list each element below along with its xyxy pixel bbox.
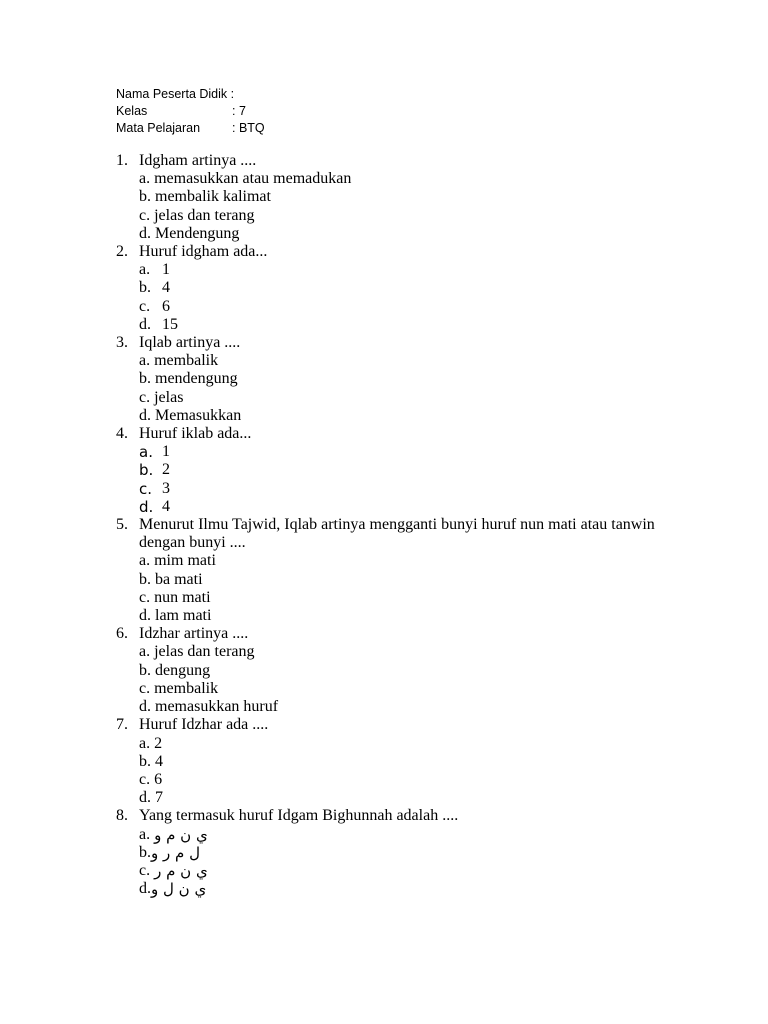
question-number: 8.: [116, 807, 128, 825]
class-label: Kelas: [116, 104, 148, 118]
question-item: [116, 516, 656, 625]
option-item: [139, 844, 656, 862]
option-text: 1: [162, 261, 170, 279]
option-letter: c.: [139, 206, 151, 224]
option-letter: b.: [139, 843, 151, 861]
subject-row: [116, 120, 265, 137]
option-letter: d.: [139, 698, 151, 716]
option-letter: a.: [139, 261, 151, 279]
question-number: 1.: [116, 152, 128, 169]
option-item: [139, 480, 656, 498]
option-text: jelas dan terang: [154, 206, 255, 224]
question-text: Huruf Idzhar ada ....: [139, 716, 269, 734]
question-number: 4.: [116, 425, 128, 443]
option-letter: c.: [139, 861, 151, 879]
question-item: [116, 152, 656, 243]
option-item: [139, 589, 656, 607]
option-item: [139, 753, 656, 771]
option-letter: d.: [139, 497, 154, 516]
class-row: [116, 103, 265, 120]
option-letter: d.: [139, 880, 151, 898]
option-item: [139, 261, 656, 279]
option-item: [139, 188, 656, 206]
option-item: [139, 225, 656, 243]
option-text: ba mati: [155, 570, 203, 588]
question-item: [116, 425, 656, 516]
option-item: [139, 571, 656, 589]
option-letter: d.: [139, 224, 151, 242]
option-item: [139, 207, 656, 225]
option-letter: c.: [139, 388, 151, 406]
option-item: [139, 771, 656, 789]
option-text: 2: [154, 734, 163, 752]
option-item: [139, 826, 656, 844]
option-item: [139, 735, 656, 753]
option-text: ي ن ل و: [151, 880, 207, 899]
question-item: [116, 716, 656, 807]
question-text: Idzhar artinya ....: [139, 625, 249, 643]
option-text: memasukkan huruf: [155, 698, 279, 716]
option-letter: a.: [139, 643, 151, 661]
option-item: [139, 698, 656, 716]
option-text: lam mati: [155, 607, 212, 625]
option-text: 6: [154, 770, 163, 788]
option-letter: b.: [139, 661, 151, 679]
question-text: Huruf idgham ada...: [139, 243, 268, 261]
option-text: ل م ر و: [151, 843, 200, 862]
option-text: 4: [162, 279, 170, 297]
option-letter: b.: [139, 570, 151, 588]
subject-value: : BTQ: [232, 121, 265, 135]
option-letter: b.: [139, 188, 151, 206]
option-letter: c.: [139, 679, 151, 697]
option-item: [139, 370, 656, 388]
option-text: memasukkan atau memadukan: [154, 170, 352, 188]
option-text: mim mati: [154, 552, 216, 570]
option-text: Mendengung: [155, 224, 240, 242]
question-item: [116, 807, 656, 898]
option-letter: a.: [139, 734, 151, 752]
question-number: 7.: [116, 716, 128, 734]
option-text: jelas: [154, 388, 184, 406]
question-text: Huruf iklab ada...: [139, 425, 252, 443]
option-letter: a.: [139, 552, 151, 570]
option-item: [139, 789, 656, 807]
option-text: 1: [162, 443, 170, 461]
option-letter: d.: [139, 607, 151, 625]
option-item: [139, 552, 656, 570]
option-text: 3: [162, 479, 170, 497]
option-text: ي ن م و: [154, 825, 208, 844]
student-name-label: Nama Peserta Didik :: [116, 87, 235, 101]
option-item: [139, 498, 656, 516]
option-text: 7: [155, 789, 163, 807]
option-text: 6: [162, 297, 170, 315]
option-text: 15: [162, 315, 178, 333]
option-text: nun mati: [154, 588, 211, 606]
option-letter: d.: [139, 789, 151, 807]
option-letter: c.: [139, 479, 153, 498]
option-item: [139, 662, 656, 680]
option-letter: c.: [139, 770, 151, 788]
option-item: [139, 352, 656, 370]
option-item: [139, 607, 656, 625]
question-number: 3.: [116, 334, 128, 352]
question-number: 5.: [116, 516, 128, 534]
question-text: Idgham artinya ....: [139, 152, 257, 169]
student-name-row: [116, 86, 265, 103]
option-item: [139, 443, 656, 461]
option-item: [139, 298, 656, 316]
option-letter: a.: [139, 170, 151, 188]
option-item: [139, 680, 656, 698]
option-item: [139, 461, 656, 479]
question-item: [116, 243, 656, 334]
option-text: membalik: [154, 679, 219, 697]
subject-label: Mata Pelajaran: [116, 121, 201, 135]
option-letter: a.: [139, 443, 153, 462]
student-info-header: [116, 86, 265, 137]
option-text: membalik kalimat: [155, 188, 271, 206]
option-text: mendengung: [155, 370, 238, 388]
option-text: dengung: [155, 661, 211, 679]
option-letter: d.: [139, 315, 151, 333]
option-item: [139, 389, 656, 407]
option-letter: c.: [139, 588, 151, 606]
question-item: [116, 625, 656, 716]
question-number: 6.: [116, 625, 128, 643]
option-text: membalik: [154, 352, 219, 370]
question-list: [116, 152, 656, 898]
question-number: 2.: [116, 243, 128, 261]
option-text: 2: [162, 461, 170, 479]
option-item: [139, 407, 656, 425]
option-letter: b.: [139, 461, 154, 480]
option-item: [139, 279, 656, 297]
option-item: [139, 862, 656, 880]
option-item: [139, 880, 656, 898]
option-letter: a.: [139, 352, 151, 370]
question-text: Menurut Ilmu Tajwid, Iqlab artinya mengganti bunyi huruf nun mati atau tanwin dengan bunyi ....: [139, 516, 655, 552]
class-value: : 7: [232, 104, 246, 118]
option-item: [139, 316, 656, 334]
question-item: [116, 334, 656, 425]
option-text: ي ن م ر: [154, 861, 208, 880]
option-text: 4: [155, 752, 163, 770]
option-letter: b.: [139, 279, 151, 297]
option-letter: d.: [139, 406, 151, 424]
option-letter: a.: [139, 825, 151, 843]
option-text: Memasukkan: [155, 406, 242, 424]
question-text: Yang termasuk huruf Idgam Bighunnah adalah ....: [139, 807, 459, 825]
question-text: Iqlab artinya ....: [139, 334, 241, 352]
option-item: [139, 643, 656, 661]
option-letter: b.: [139, 752, 151, 770]
option-item: [139, 170, 656, 188]
option-letter: c.: [139, 297, 151, 315]
option-letter: b.: [139, 370, 151, 388]
option-text: jelas dan terang: [154, 643, 255, 661]
option-text: 4: [162, 497, 170, 515]
